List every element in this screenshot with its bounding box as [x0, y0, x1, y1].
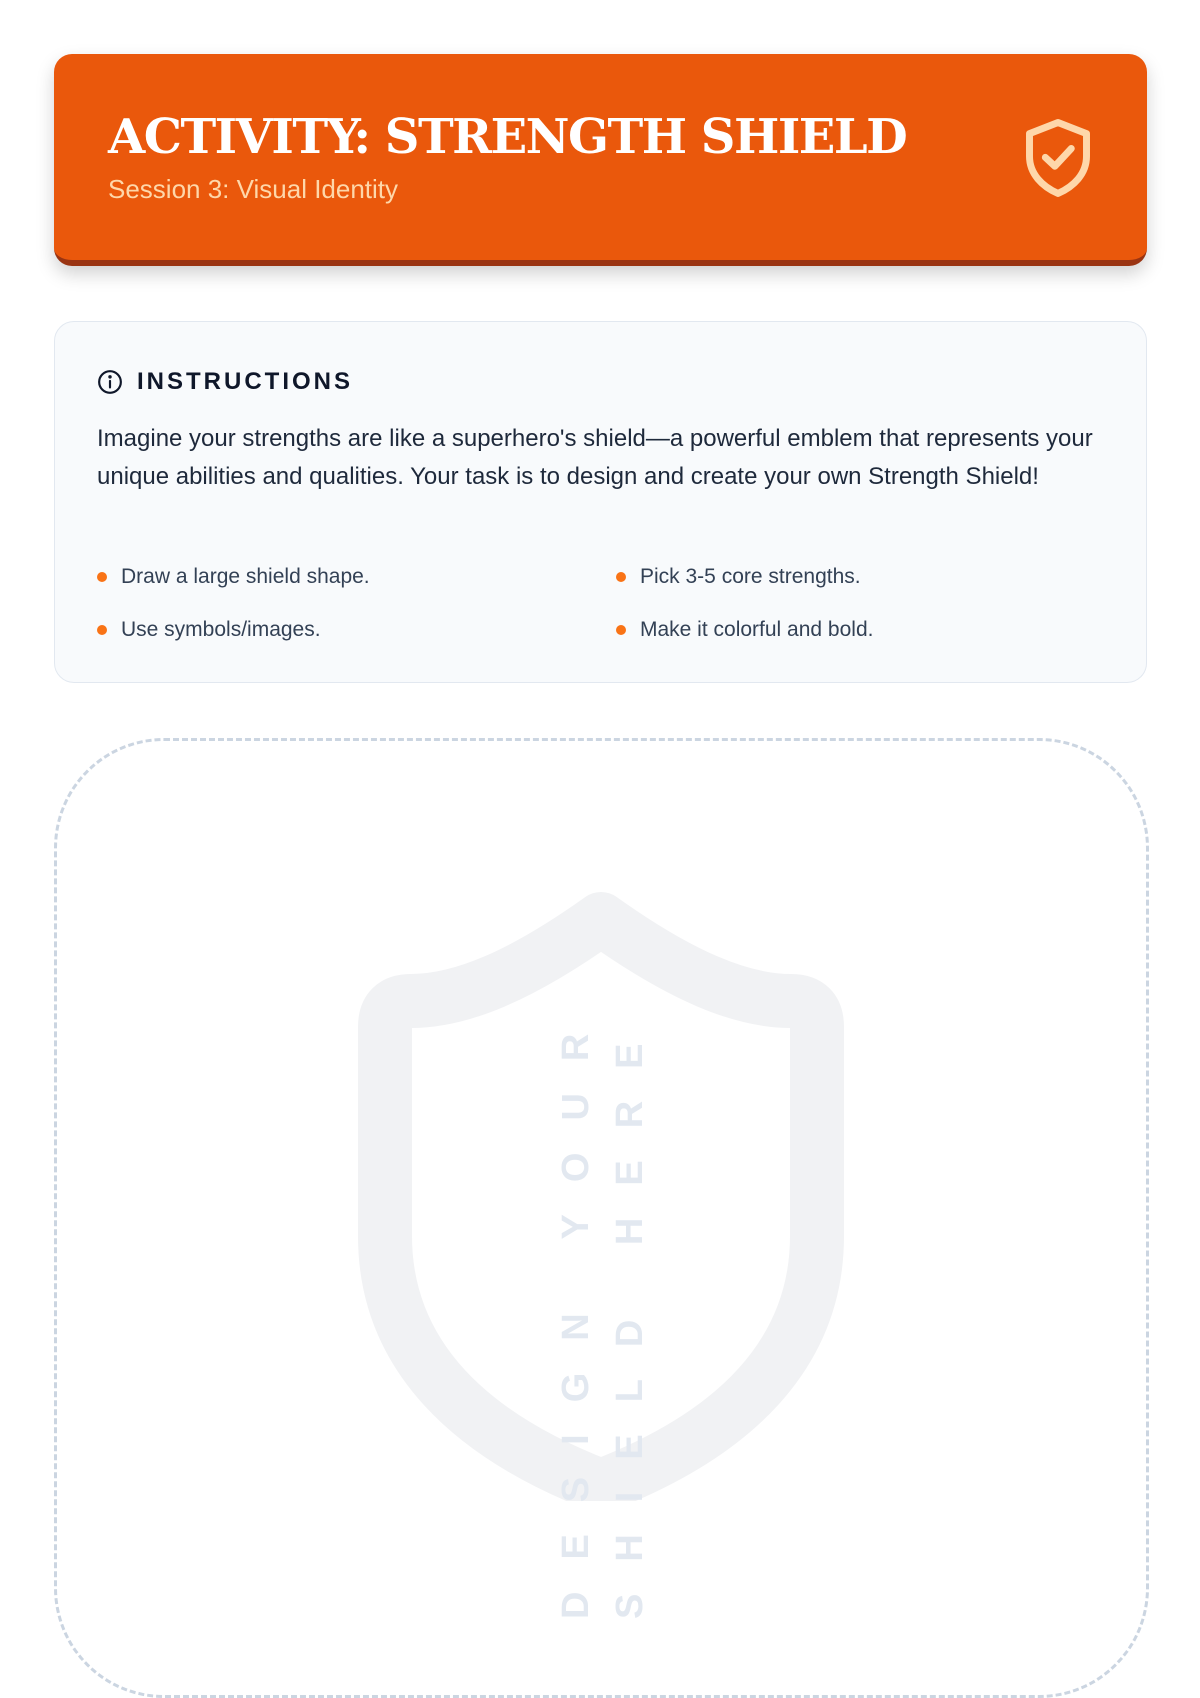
- bullet-dot: [616, 572, 626, 582]
- list-item-text: Draw a large shield shape.: [121, 564, 370, 588]
- info-icon: [97, 369, 123, 395]
- bullet-dot: [97, 625, 107, 635]
- list-item-text: Pick 3-5 core strengths.: [640, 564, 861, 588]
- instructions-panel: [54, 321, 1147, 683]
- instruction-list: [97, 558, 1137, 648]
- bullet-dot: [97, 572, 107, 582]
- instructions-header: [97, 366, 353, 398]
- list-item: [616, 611, 1135, 648]
- shield-outline-icon: [351, 891, 851, 1501]
- watermark-line-1: DESIGN YOUR: [555, 1001, 597, 1619]
- shield-check-icon: [1020, 116, 1096, 200]
- watermark-line-2: SHIELD HERE: [609, 1011, 651, 1619]
- list-item-text: Use symbols/images.: [121, 617, 321, 641]
- list-item: [97, 558, 616, 595]
- activity-header: [54, 54, 1147, 266]
- list-item: [97, 611, 616, 648]
- instructions-text: Imagine your strengths are like a superhero's shield—a powerful emblem that represents your unique abilities and qualities. Your task is to design and create your own Strength Shield!: [97, 425, 1093, 490]
- session-subtitle: Session 3: Visual Identity: [108, 174, 399, 204]
- list-item-text: Make it colorful and bold.: [640, 617, 874, 641]
- instructions-heading: INSTRUCTIONS: [137, 368, 353, 395]
- page-title: ACTIVITY: STRENGTH SHIELD: [108, 109, 907, 165]
- bullet-dot: [616, 625, 626, 635]
- list-item: [616, 558, 1135, 595]
- drawing-canvas[interactable]: [54, 738, 1149, 1698]
